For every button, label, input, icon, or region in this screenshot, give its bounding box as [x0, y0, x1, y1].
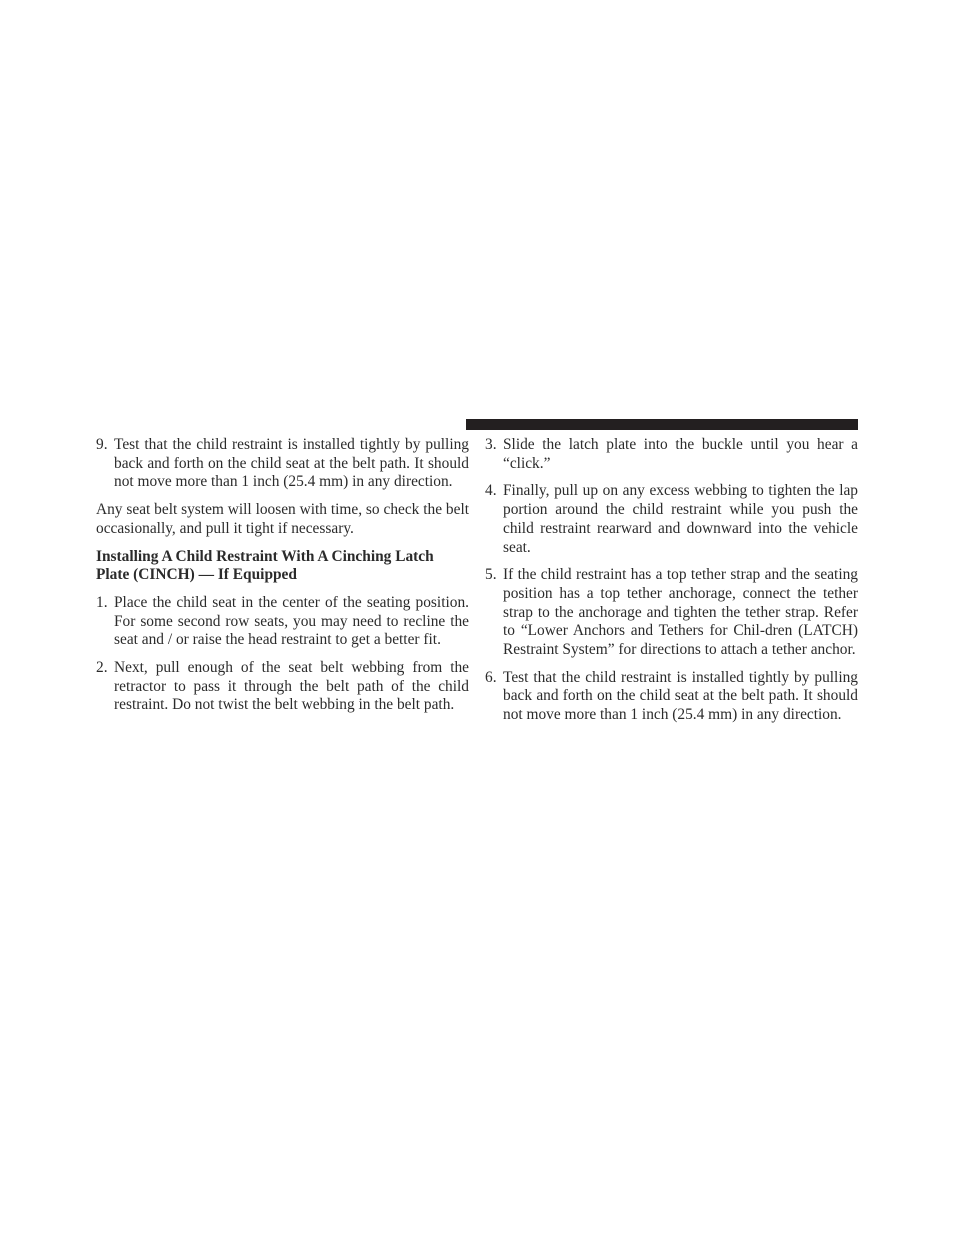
- list-item-2: [96, 659, 469, 715]
- list-item-1: [96, 594, 469, 650]
- left-column: [96, 436, 469, 724]
- list-number: 4.: [485, 482, 497, 500]
- list-number: 5.: [485, 566, 497, 584]
- list-item-9: [96, 436, 469, 492]
- right-column: [485, 436, 858, 734]
- body-paragraph: Any seat belt system will loosen with time, so check the belt occasionally, and pull it tight if necessary.: [96, 501, 469, 537]
- list-number: 3.: [485, 436, 497, 453]
- section-heading: Installing A Child Restraint With A Cinching Latch Plate (CINCH) — If Equipped: [96, 547, 434, 584]
- list-number: 6.: [485, 668, 497, 686]
- list-number: 9.: [96, 436, 108, 453]
- list-text: Finally, pull up on any excess webbing to tighten the lap portion around the child restraint while you push the child restraint rearward and downward into the vehicle seat.: [503, 482, 858, 556]
- list-item-5: [485, 566, 858, 660]
- list-number: 1.: [96, 593, 108, 611]
- list-text: Test that the child restraint is installed tightly by pulling back and forth on the child seat at the belt path. It should not move more than 1 inch (25.4 mm) in any direction.: [503, 668, 858, 724]
- list-text: Place the child seat in the center of the seating position. For some second row seats, you may need to recline the seat and / or raise the head restraint to get a better fit.: [114, 593, 469, 649]
- list-item-6: [485, 669, 858, 725]
- list-text: Slide the latch plate into the buckle until you hear a “click.”: [503, 436, 858, 472]
- section-header-bar: [466, 419, 858, 430]
- list-text: Test that the child restraint is installed tightly by pulling back and forth on the child seat at the belt path. It should not move more than 1 inch (25.4 mm) in any direction.: [114, 436, 469, 491]
- list-text: Next, pull enough of the seat belt webbing from the retractor to pass it through the belt path of the child restraint. Do not twist the belt webbing in the belt path.: [114, 659, 469, 714]
- list-number: 2.: [96, 659, 108, 677]
- list-item-4: [485, 482, 858, 557]
- list-text: If the child restraint has a top tether strap and the seating position has a top tether anchorage, connect the tether strap to the anchorage and tighten the tether strap. Refer to “Lower Anchors and Tethers for Chil-dren (LATCH) Restraint System” for directions to attach a tether anchor.: [503, 566, 858, 659]
- list-item-3: [485, 436, 858, 473]
